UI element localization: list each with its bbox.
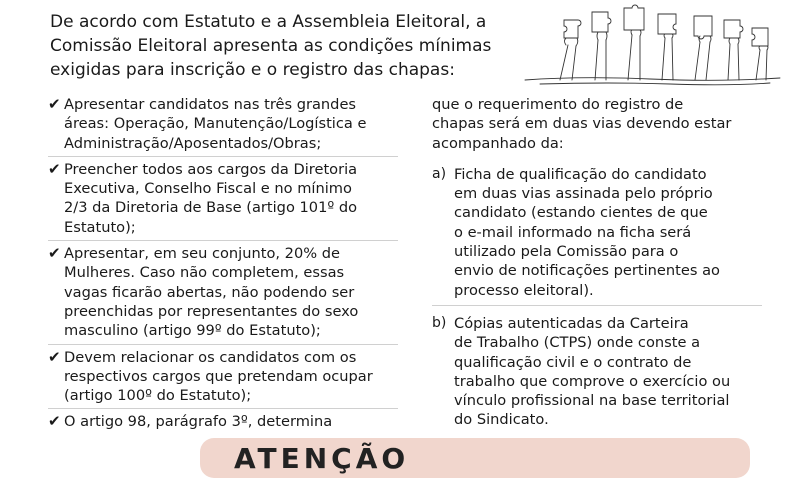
check-icon: ✔ [48,244,61,263]
list-item [48,412,398,434]
list-item-text: qualificação civil e o contrato de [454,353,692,371]
list-item-text: O artigo 98, parágrafo 3º, determina [64,413,333,431]
list-item [48,95,398,157]
intro-line: exigidas para inscrição e o registro das chapas: [50,60,455,80]
list-item-text: de Trabalho (CTPS) onde conste a [454,334,701,352]
list-item-text: processo eleitoral). [454,281,594,299]
paragraph-line: acompanhado da: [432,134,564,152]
list-item-text: Administração/Aposentados/Obras; [64,134,322,152]
list-item-text: do Sindicato. [454,411,549,429]
list-item-text: Devem relacionar os candidatos com os [64,348,357,366]
paragraph-line: chapas será em duas vias devendo estar [432,115,732,133]
requirements-list [48,95,398,438]
list-item [432,165,762,306]
item-letter: a) [432,165,447,182]
list-item-text: Executiva, Conselho Fiscal e no mínimo [64,180,352,198]
item-letter: b) [432,314,447,331]
list-item [48,244,398,344]
list-item-text: 2/3 da Diretoria de Base (artigo 101º do [64,199,358,217]
attention-banner [200,438,750,478]
continuation-paragraph [432,95,762,153]
list-item [432,314,762,430]
list-item [48,160,398,241]
attention-heading: ATENÇÃO [234,442,410,475]
intro-line: Comissão Eleitoral apresenta as condições mínimas [50,36,492,56]
intro-paragraph [50,10,520,82]
paragraph-line: que o requerimento do registro de [432,96,684,113]
list-item-text: preenchidas por representantes do sexo [64,302,359,320]
check-icon: ✔ [48,95,61,113]
list-item-text: Mulheres. Caso não completem, essas [64,264,345,282]
list-item-text: Cópias autenticadas da Carteira [454,314,689,332]
raised-hands-puzzle-illustration [520,0,785,92]
list-item-text: Estatuto); [64,218,136,236]
list-item-text: candidato (estando cientes de que [454,204,708,222]
list-item-text: trabalho que comprove o exercício ou [454,372,731,390]
list-item-text: Preencher todos aos cargos da Diretoria [64,160,358,178]
list-item-text: masculino (artigo 99º do Estatuto); [64,322,321,340]
list-item-text: utilizado pela Comissão para o [454,243,679,261]
list-item-text: Ficha de qualificação do candidato [454,165,707,183]
list-item-text: em duas vias assinada pelo próprio [454,185,713,203]
list-item-text: respectivos cargos que pretendam ocupar [64,367,373,385]
check-icon: ✔ [48,159,61,178]
intro-line: De acordo com Estatuto e a Assembleia Eleitoral, a [50,12,487,32]
list-item-text: vínculo profissional na base territorial [454,392,730,410]
list-item-text: áreas: Operação, Manutenção/Logística e [64,115,367,133]
list-item [48,348,398,410]
list-item-text: (artigo 100º do Estatuto); [64,387,252,405]
list-item-text: vagas ficarão abertas, não podendo ser [64,283,355,301]
list-item-text: Apresentar candidatos nas três grandes [64,96,357,113]
list-item-text: Apresentar, em seu conjunto, 20% de [64,245,340,263]
check-icon: ✔ [48,347,61,366]
check-icon: ✔ [48,412,61,431]
list-item-text: envio de notificações pertinentes ao [454,262,720,280]
list-item-text: o e-mail informado na ficha será [454,223,692,241]
registration-requirements [432,95,762,430]
